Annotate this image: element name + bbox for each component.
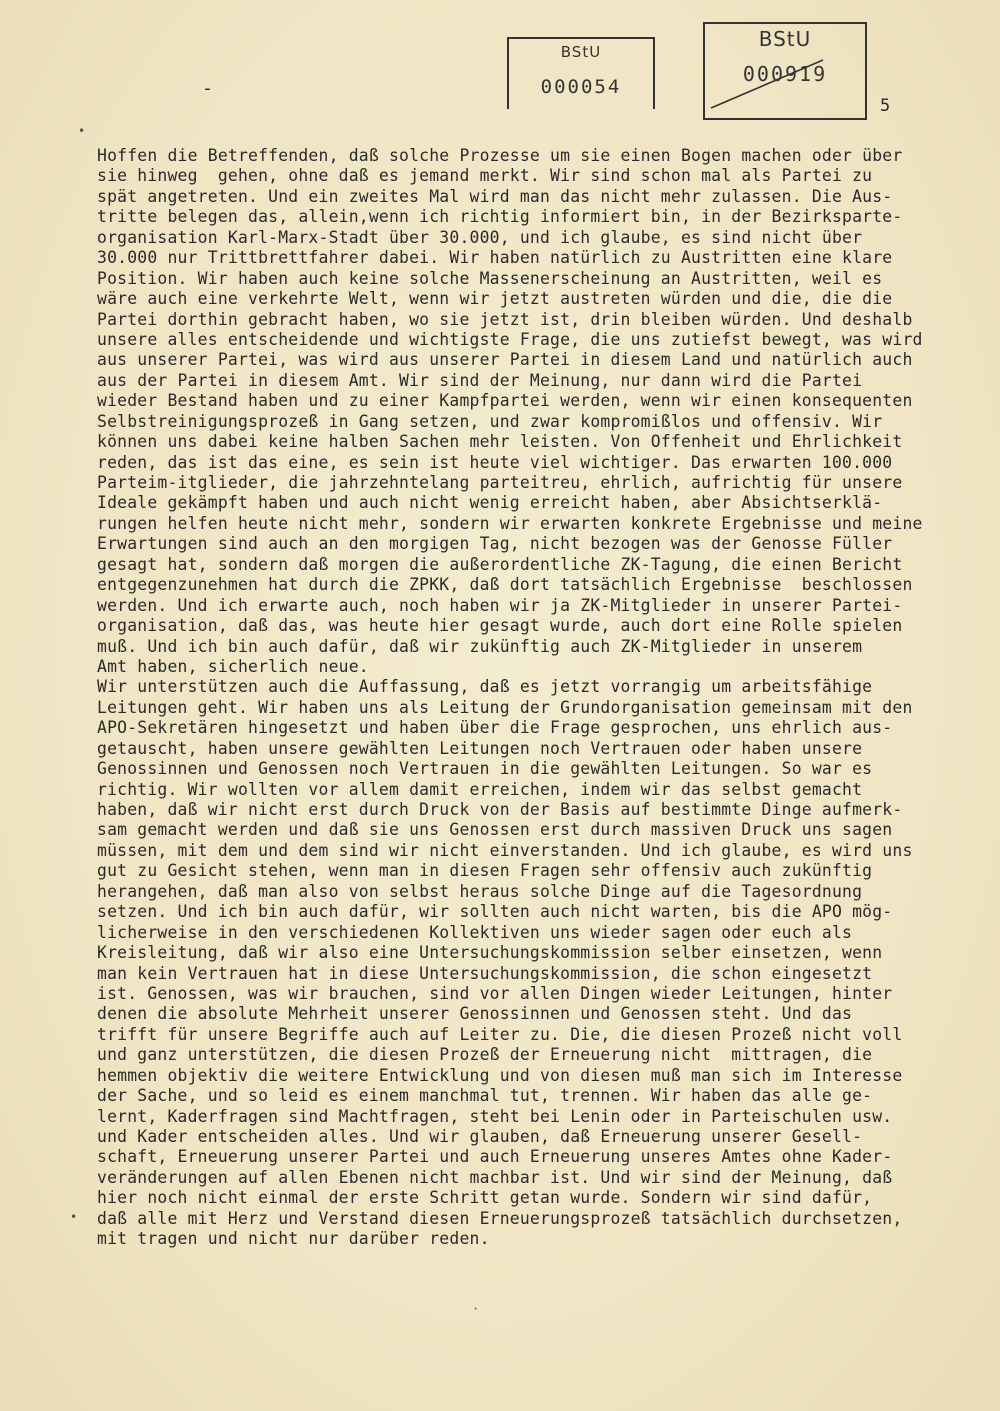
text-line: hemmen objektiv die weitere Entwicklung und von diesen muß man sich im Interesse bbox=[97, 1065, 903, 1085]
text-line: entgegenzunehmen hat durch die ZPKK, daß dort tatsächlich Ergebnisse beschlossen bbox=[97, 575, 913, 595]
text-line: spät angetreten. Und ein zweites Mal wird man das nicht mehr zulassen. Die Aus- bbox=[97, 186, 893, 206]
text-line: unsere alles entscheidende und wichtigste Frage, die uns zutiefst bewegt, was wird bbox=[97, 329, 923, 349]
text-line: und ganz unterstützen, die diesen Prozeß der Erneuerung nicht mittragen, die bbox=[97, 1045, 873, 1065]
text-line: getauscht, haben unsere gewählten Leitungen noch Vertrauen oder haben unsere bbox=[97, 738, 863, 758]
text-line: Position. Wir haben auch keine solche Massenerscheinung an Austritten, weil es bbox=[97, 268, 883, 288]
text-line: organisation, daß das, was heute hier gesagt wurde, auch dort eine Rolle spielen bbox=[97, 616, 903, 636]
text-line: der Sache, und so leid es einem manchmal tut, trennen. Wir haben das alle ge- bbox=[97, 1086, 873, 1106]
text-line: müssen, mit dem und dem sind wir nicht einverstanden. Und ich glaube, es wird uns bbox=[97, 840, 913, 860]
text-line: daß alle mit Herz und Verstand diesen Erneuerungsprozeß tatsächlich durchsetzen, bbox=[97, 1208, 903, 1228]
text-line: muß. Und ich bin auch dafür, daß wir zukünftig auch ZK-Mitglieder in unserem bbox=[97, 636, 863, 656]
document-body bbox=[97, 146, 927, 1250]
text-line: haben, daß wir nicht erst durch Druck von der Basis auf bestimmte Dinge aufmerk- bbox=[97, 800, 903, 819]
text-line: gesagt hat, sondern daß morgen die außerordentliche ZK-Tagung, die einen Bericht bbox=[97, 554, 903, 574]
text-line: richtig. Wir wollten vor allem damit erreichen, indem wir das selbst gemacht bbox=[97, 779, 863, 799]
text-line: veränderungen auf allen Ebenen nicht machbar ist. Und wir sind der Meinung, daß bbox=[97, 1167, 893, 1187]
text-line: aus der Partei in diesem Amt. Wir sind der Meinung, nur dann wird die Partei bbox=[97, 370, 863, 390]
text-line: Ideale gekämpft haben und auch nicht wenig erreicht haben, aber Absichtserklä- bbox=[97, 493, 883, 513]
margin-dot: • bbox=[70, 1210, 78, 1224]
text-line: licherweise in den verschiedenen Kollektiven uns wieder sagen oder euch als bbox=[97, 922, 853, 942]
text-line: Parteim-itglieder, die jahrzehntelang parteitreu, ehrlich, aufrichtig für unsere bbox=[97, 473, 903, 492]
text-line: Erwartungen sind auch an den morgigen Tag, nicht bezogen was der Genosse Füller bbox=[97, 534, 893, 554]
text-line: mit tragen und nicht nur darüber reden. bbox=[97, 1229, 490, 1249]
stamp-strikethrough bbox=[705, 24, 865, 118]
text-line: ist. Genossen, was wir brauchen, sind vor allen Dingen wieder Leitungen, hinter bbox=[97, 983, 893, 1003]
text-line: sie hinweg gehen, ohne daß es jemand merkt. Wir sind schon mal als Partei zu bbox=[97, 166, 873, 186]
text-line: trifft für unsere Begriffe auch auf Leiter zu. Die, die diesen Prozeß nicht voll bbox=[97, 1024, 903, 1044]
text-line: 30.000 nur Trittbrettfahrer dabei. Wir haben natürlich zu Austritten eine klare bbox=[97, 248, 893, 268]
page-number: 5 bbox=[880, 96, 891, 116]
text-line: und Kader entscheiden alles. Und wir glauben, daß Erneuerung unserer Gesell- bbox=[97, 1127, 863, 1146]
text-line: tritte belegen das, allein,wenn ich richtig informiert bin, in der Bezirksparte- bbox=[97, 207, 903, 227]
text-line: rungen helfen heute nicht mehr, sondern wir erwarten konkrete Ergebnisse und meine bbox=[97, 513, 923, 533]
text-line: werden. Und ich erwarte auch, noch haben wir ja ZK-Mitglieder in unserer Partei- bbox=[97, 595, 903, 615]
text-line: gut zu Gesicht stehen, wenn man in diesen Fragen sehr offensiv auch zukünftig bbox=[97, 861, 873, 881]
text-line: sam gemacht werden und daß sie uns Genossen erst durch massiven Druck uns sagen bbox=[97, 820, 893, 840]
text-line: Hoffen die Betreffenden, daß solche Prozesse um sie einen Bogen machen oder über bbox=[97, 146, 903, 165]
text-line: Leitungen geht. Wir haben uns als Leitung der Grundorganisation gemeinsam mit den bbox=[97, 697, 913, 717]
text-line: lernt, Kaderfragen sind Machtfragen, steht bei Lenin oder in Parteischulen usw. bbox=[97, 1106, 893, 1126]
text-line: Kreisleitung, daß wir also eine Untersuchungskommission selber einsetzen, wenn bbox=[97, 943, 883, 963]
stamp-left-number: 000054 bbox=[540, 76, 622, 98]
text-line: wäre auch eine verkehrte Welt, wenn wir jetzt austreten würden und die, die die bbox=[97, 289, 893, 309]
text-line: setzen. Und ich bin auch dafür, wir sollten auch nicht warten, bis die APO mög- bbox=[97, 902, 893, 922]
text-line: Genossinnen und Genossen noch Vertrauen in die gewählten Leitungen. So war es bbox=[97, 759, 873, 779]
text-line: schaft, Erneuerung unserer Partei und auch Erneuerung unseres Amtes ohne Kader- bbox=[97, 1147, 893, 1167]
archive-stamp-right bbox=[703, 22, 867, 120]
text-line: Partei dorthin gebracht haben, wo sie jetzt ist, drin bleiben würden. Und deshalb bbox=[97, 309, 913, 329]
text-line: wieder Bestand haben und zu einer Kampfpartei werden, wenn wir einen konsequenten bbox=[97, 391, 913, 411]
text-line: aus unserer Partei, was wird aus unserer Partei in diesem Land und natürlich auch bbox=[97, 350, 913, 370]
margin-dot: • bbox=[78, 124, 86, 138]
text-line: Wir unterstützen auch die Auffassung, daß es jetzt vorrangig um arbeitsfähige bbox=[97, 677, 873, 697]
text-line: hier noch nicht einmal der erste Schritt getan wurde. Sondern wir sind dafür, bbox=[97, 1188, 873, 1208]
stamp-left-label: BStU bbox=[560, 43, 602, 61]
text-line: APO-Sekretären hingesetzt und haben über die Frage gesprochen, uns ehrlich aus- bbox=[97, 718, 893, 738]
margin-dot: · bbox=[472, 1302, 480, 1316]
stamp-right-label: BStU bbox=[758, 27, 812, 51]
text-line: reden, das ist das eine, es sein ist heute viel wichtiger. Das erwarten 100.000 bbox=[97, 452, 893, 472]
text-line: man kein Vertrauen hat in diese Untersuchungskommission, die schon eingesetzt bbox=[97, 963, 873, 983]
stamp-right-number: 000919 bbox=[742, 62, 828, 86]
text-line: Amt haben, sicherlich neue. bbox=[97, 656, 369, 676]
archive-stamp-left bbox=[507, 37, 655, 109]
text-line: organisation Karl-Marx-Stadt über 30.000, und ich glaube, es sind nicht über bbox=[97, 227, 863, 247]
text-line: Selbstreinigungsprozeß in Gang setzen, und zwar kompromißlos und offensiv. Wir bbox=[97, 411, 883, 431]
text-line: herangehen, daß man also von selbst heraus solche Dinge auf die Tagesordnung bbox=[97, 881, 863, 901]
text-line: können uns dabei keine halben Sachen mehr leisten. Von Offenheit und Ehrlichkeit bbox=[97, 432, 903, 452]
text-line: denen die absolute Mehrheit unserer Genossinnen und Genossen steht. Und das bbox=[97, 1004, 853, 1024]
header-dash: - bbox=[202, 78, 213, 99]
